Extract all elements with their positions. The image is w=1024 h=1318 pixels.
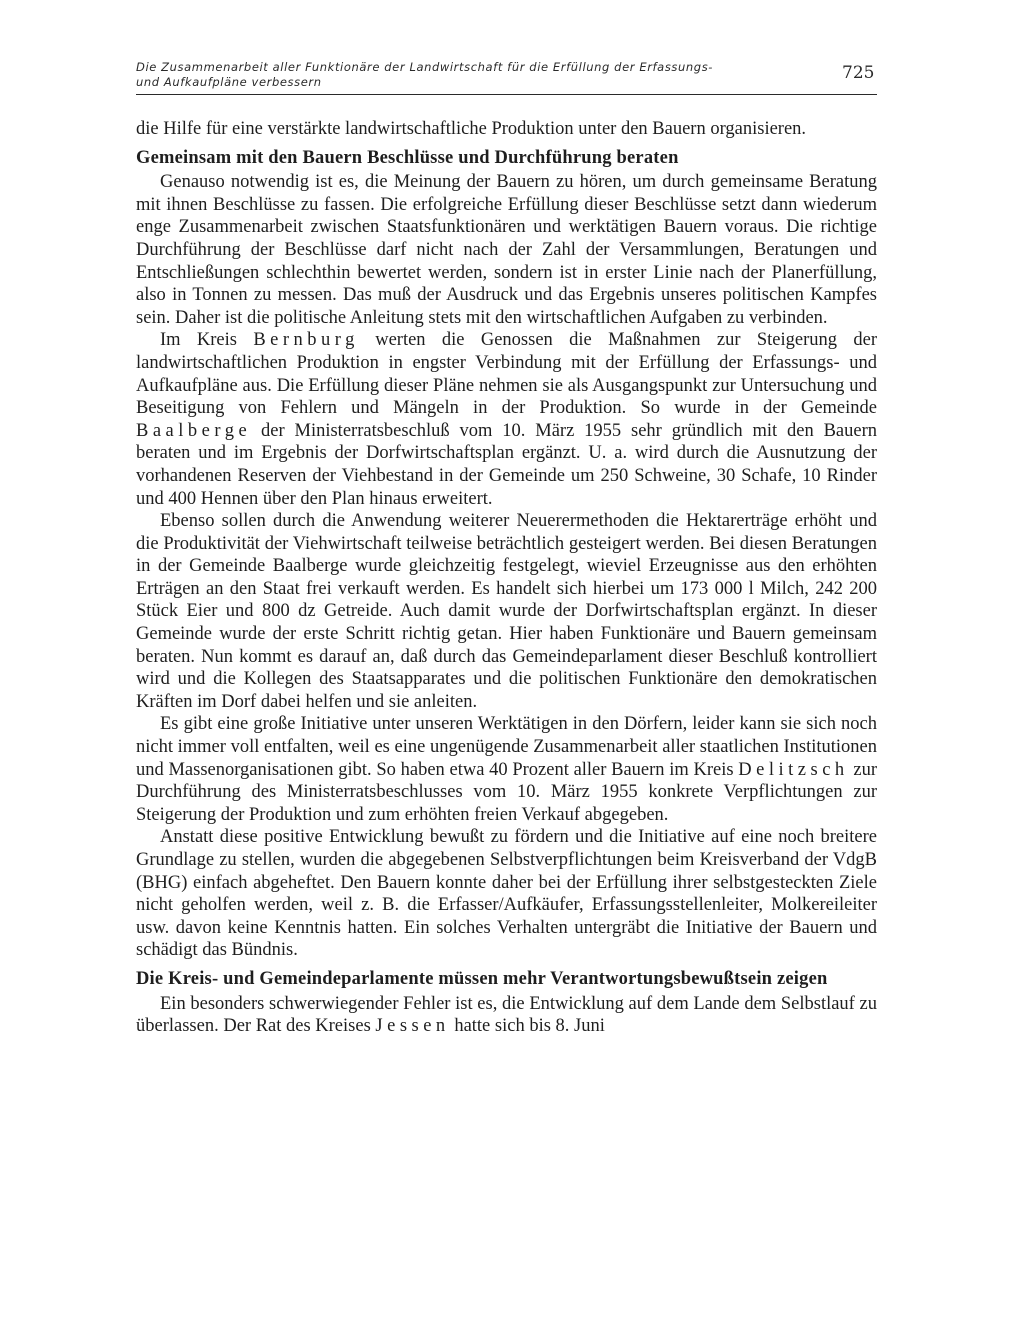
- paragraph-7-text-a: Ein besonders schwerwiegender Fehler ist es, die Entwicklung auf dem Lande dem Selbstlauf zu überlassen. Der Rat des Kreises: [136, 993, 877, 1037]
- paragraph-3-text-a: Im Kreis: [160, 330, 254, 351]
- paragraph-7: [136, 993, 877, 1038]
- running-head: [136, 60, 776, 90]
- running-head-line-1: Die Zusammenarbeit aller Funktionäre der Landwirtschaft für die Erfüllung der Erfassungs-: [136, 60, 714, 74]
- place-name-jessen: Jessen: [375, 1016, 450, 1037]
- paragraph-5-text-b: zur Durchführung des Ministerratsbeschlusses vom 10. März 1955 konkrete Verpflichtungen zur Steigerung der Produktion und zum erhöhten freien Verkauf abgegeben.: [136, 759, 878, 825]
- paragraph-4: Ebenso sollen durch die Anwendung weiterer Neuerermethoden die Hektarerträge erhöht und die Produktivität der Viehwirtschaft teilweise beträchtlich gesteigert werden. Bei diesen Beratungen in der Gemeinde Baalberge wurde gleichzeitig festgelegt, wieviel Erzeugnisse aus den erhöhten Erträgen an den Staat frei verkauft werden. Es handelt sich hierbei um 173 000 l Milch, 242 200 Stück Eier und 800 dz Getreide. Auch damit wurde der Dorfwirtschaftsplan ergänzt. In dieser Gemeinde wurde der erste Schritt richtig getan. Hier haben Funktionäre und Bauern gemeinsam beraten. Nun kommt es darauf an, daß durch das Gemeindeparlament dieser Beschluß kontrolliert wird und die Kollegen des Staatsapparates und die politischen Funktionäre den demokratischen Kräften im Dorf dabei helfen und sie anleiten.: [136, 511, 877, 712]
- body-text: [136, 118, 877, 1038]
- section-heading-2: Die Kreis- und Gemeindeparlamente müssen mehr Verantwortungsbewußtsein zeigen: [136, 968, 828, 989]
- running-head-line-2: und Aufkaufpläne verbessern: [136, 75, 322, 89]
- paragraph-5-text-a: Es gibt eine große Initiative unter unseren Werktätigen in den Dörfern, leider kann sie sich noch nicht immer voll entfalten, weil es eine ungenügende Zusammenarbeit aller staatlichen Institutionen und Massenorganisationen gibt. So haben etwa 40 Prozent aller Bauern im Kreis: [136, 714, 877, 780]
- place-name-baalberge: Baalberge: [136, 420, 252, 441]
- paragraph-1: die Hilfe für eine verstärkte landwirtschaftliche Produktion unter den Bauern organisieren.: [136, 119, 807, 139]
- paragraph-3: [136, 329, 877, 510]
- place-name-bernburg: Bernburg: [253, 330, 359, 351]
- paragraph-2: Genauso notwendig ist es, die Meinung der Bauern zu hören, um durch gemeinsame Beratung mit ihnen Beschlüsse zu fassen. Die erfolgreiche Erfüllung dieser Beschlüsse setzt dann wiederum enge Zusammenarbeit zwischen Staatsfunktionären und werktätigen Bauern voraus. Die richtige Durchführung der Beschlüsse darf nicht nach der Zahl der Versammlungen, Beratungen und Entschließungen schlechthin bewertet werden, sondern ist in erster Linie nach der Planerfüllung, also in Tonnen zu messen. Das muß der Ausdruck und das Ergebnis unseres politischen Kampfes sein. Daher ist die politische Anleitung stets mit den wirtschaftlichen Aufgaben zu verbinden.: [136, 172, 877, 328]
- paragraph-5: [136, 713, 877, 826]
- header-divider: [136, 94, 877, 95]
- paragraph-6: Anstatt diese positive Entwicklung bewußt zu fördern und die Initiative auf eine noch breitere Grundlage zu stellen, wurden die abgegebenen Selbstverpflichtungen beim Kreisverband der VdgB (BHG) einfach abgeheftet. Den Bauern konnte daher bei der Erfüllung ihrer selbstgesteckten Ziele nicht geholfen werden, weil z. B. die Erfasser/Aufkäufer, Erfassungsstellenleiter, Molkereileiter usw. davon keine Kenntnis hatten. Ein solches Verhalten untergräbt die Initiative der Bauern und schädigt das Bündnis.: [136, 827, 877, 961]
- page-number: 725: [842, 63, 875, 83]
- section-heading-1: Gemeinsam mit den Bauern Beschlüsse und Durchführung beraten: [136, 147, 679, 168]
- paragraph-3-text-c: der Ministerratsbeschluß vom 10. März 1955 sehr gründlich mit den Bauern beraten und im Ergebnis der Dorfwirtschaftsplan ergänzt. U. a. wird durch die Ausnutzung der vorhandenen Reserven der Viehbestand in der Gemeinde um 250 Schweine, 30 Schafe, 10 Rinder und 400 Hennen über den Plan hinaus erweitert.: [136, 420, 877, 509]
- paragraph-3-text-b: werten die Genossen die Maßnahmen zur Steigerung der landwirtschaftlichen Produktion in engster Verbindung mit der Erfüllung der Erfassungs- und Aufkaufpläne aus. Die Erfüllung dieser Pläne nehmen sie als Ausgangspunkt zur Untersuchung und Beseitigung von Fehlern und Mängeln in der Produktion. So wurde in der Gemeinde: [136, 330, 877, 419]
- place-name-delitzsch: Delitzsch: [738, 759, 849, 780]
- paragraph-7-text-b: hatte sich bis 8. Juni: [449, 1016, 605, 1037]
